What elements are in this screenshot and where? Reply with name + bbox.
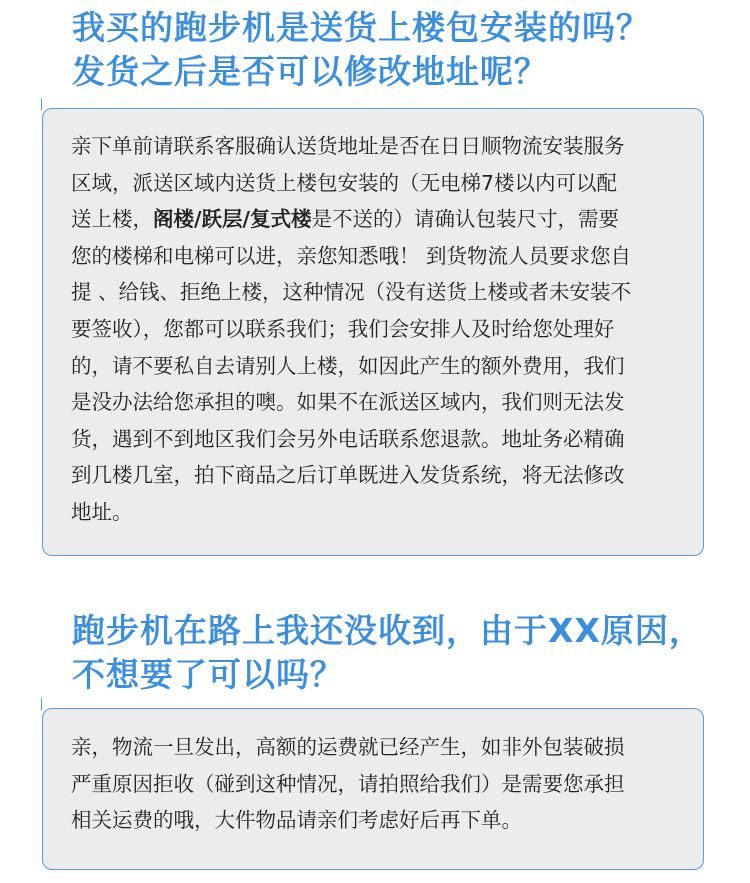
answer-text: 到几楼几室，拍下商品之后订单既进入发货系统，将无法修改 bbox=[71, 463, 625, 488]
faq-question-1 bbox=[72, 6, 650, 94]
answer-text: 相关运费的哦，大件物品请亲们考虑好后再下单。 bbox=[71, 808, 522, 833]
answer-line bbox=[71, 165, 683, 202]
answer-line bbox=[71, 384, 683, 421]
answer-text: 是没办法给您承担的噢。如果不在派送区域内，我们则无法发 bbox=[71, 390, 625, 415]
answer-line bbox=[71, 128, 683, 165]
faq-question-2-line-1: 跑步机在路上我还没收到，由于XX原因， bbox=[72, 611, 703, 650]
answer-line bbox=[71, 274, 683, 311]
answer-text: 区域，派送区域内送货上楼包安装的（无电梯7楼以内可以配 bbox=[71, 170, 618, 195]
answer-line bbox=[71, 802, 683, 839]
answer-line bbox=[71, 766, 683, 803]
answer-line bbox=[71, 348, 683, 385]
faq-answer-1-text bbox=[71, 128, 683, 531]
answer-text: 要签收），您都可以联系我们；我们会安排人及时给您处理好 bbox=[71, 316, 615, 341]
answer-text: 的，请不要私自去请别人上楼，如因此产生的额外费用，我们 bbox=[71, 353, 625, 378]
faq-answer-card-2 bbox=[42, 708, 704, 870]
faq-question-1-line-1: 我买的跑步机是送货上楼包安装的吗？ bbox=[72, 8, 650, 47]
answer-text: 您的楼梯和电梯可以进，亲您知悉哦！ 到货物流人员要求您自 bbox=[71, 243, 632, 268]
answer-text: 是不送的）请确认包装尺寸，需要 bbox=[311, 207, 619, 232]
faq-answer-card-1 bbox=[42, 108, 704, 556]
answer-line bbox=[71, 494, 683, 531]
card-accent-line bbox=[41, 698, 42, 710]
answer-text: 提 、给钱、拒绝上楼，这种情况（没有送货上楼或者未安装不 bbox=[71, 280, 632, 305]
answer-text: 送上楼， bbox=[71, 207, 153, 232]
answer-text: 货，遇到不到地区我们会另外电话联系您退款。地址务必精确 bbox=[71, 426, 625, 451]
answer-line bbox=[71, 238, 683, 275]
answer-text: 严重原因拒收（碰到这种情况，请拍照给我们）是需要您承担 bbox=[71, 771, 625, 796]
answer-line bbox=[71, 201, 683, 238]
answer-text: 亲，物流一旦发出，高额的运费就已经产生，如非外包装破损 bbox=[71, 735, 625, 759]
answer-line bbox=[71, 729, 683, 766]
faq-question-2-line-2: 不想要了可以吗？ bbox=[72, 655, 344, 694]
answer-bold-text: 阁楼/跃层/复式楼 bbox=[153, 207, 312, 232]
answer-line bbox=[71, 421, 683, 458]
faq-answer-2-text bbox=[71, 729, 683, 839]
answer-text: 亲下单前请联系客服确认送货地址是否在日日顺物流安装服务 bbox=[71, 134, 625, 158]
card-accent-line bbox=[41, 98, 42, 110]
faq-question-1-line-2: 发货之后是否可以修改地址呢？ bbox=[72, 52, 548, 91]
answer-line bbox=[71, 457, 683, 494]
answer-line bbox=[71, 311, 683, 348]
answer-text: 地址。 bbox=[71, 499, 133, 524]
faq-question-2 bbox=[72, 609, 703, 697]
